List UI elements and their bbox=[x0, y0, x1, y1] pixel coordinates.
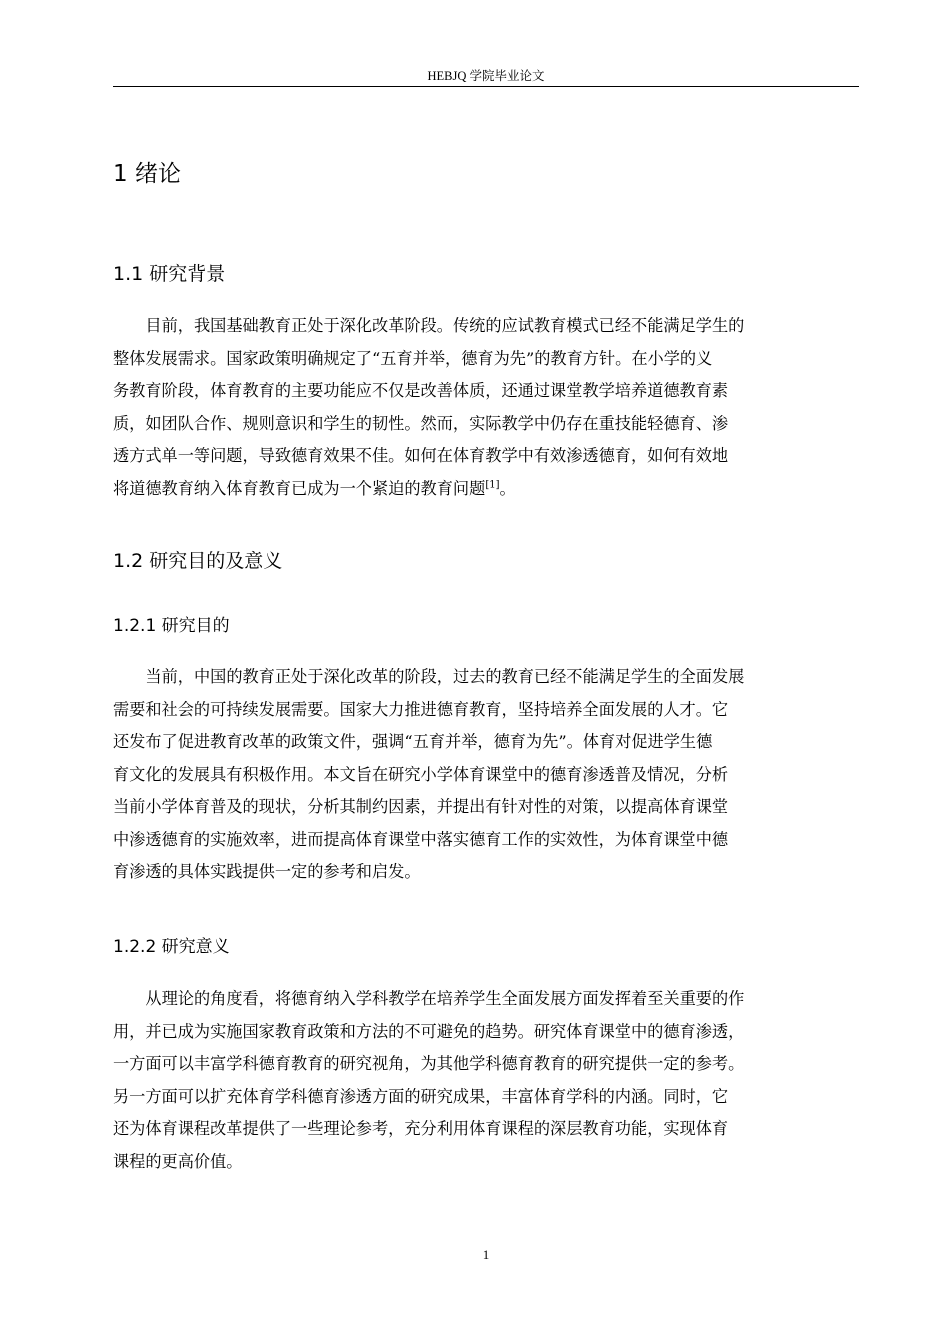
paragraph-purpose bbox=[113, 661, 859, 889]
paragraph-background bbox=[113, 310, 859, 505]
header-rule bbox=[113, 86, 859, 87]
paragraph-line: 用，并已成为实施国家教育政策和方法的不可避免的趋势。研究体育课堂中的德育渗透， bbox=[113, 1021, 745, 1041]
paragraph-line: 整体发展需求。国家政策明确规定了“五育并举，德育为先”的教育方针。在小学的义 bbox=[113, 348, 713, 368]
paragraph-line-last bbox=[113, 473, 859, 506]
section-title-purpose-significance: 1.2 研究目的及意义 bbox=[113, 550, 283, 572]
paragraph-line: 一方面可以丰富学科德育教育的研究视角，为其他学科德育教育的研究提供一定的参考。 bbox=[113, 1054, 745, 1073]
chapter-title: 1 绪论 bbox=[113, 161, 181, 187]
paragraph-line: 还发布了促进教育改革的政策文件，强调“五育并举，德育为先”。体育对促进学生德 bbox=[113, 732, 713, 751]
paragraph-line-text: 将道德教育纳入体育教育已成为一个紧迫的教育问题 bbox=[113, 478, 486, 498]
subsection-title-significance: 1.2.2 研究意义 bbox=[113, 937, 230, 957]
paragraph-line-end: 。 bbox=[499, 478, 516, 498]
section-title-background: 1.1 研究背景 bbox=[113, 263, 226, 285]
paragraph-line: 质，如团队合作、规则意识和学生的韧性。然而，实际教学中仍存在重技能轻德育、渗 bbox=[113, 413, 729, 433]
paragraph-line: 从理论的角度看，将德育纳入学科教学在培养学生全面发展方面发挥着至关重要的作 bbox=[145, 989, 745, 1008]
subsection-title-purpose: 1.2.1 研究目的 bbox=[113, 616, 230, 636]
paragraph-line: 育渗透的具体实践提供一定的参考和启发。 bbox=[113, 862, 421, 881]
paragraph-line: 育文化的发展具有积极作用。本文旨在研究小学体育课堂中的德育渗透普及情况，分析 bbox=[113, 764, 729, 784]
paragraph-line: 当前小学体育普及的现状，分析其制约因素，并提出有针对性的对策，以提高体育课堂 bbox=[113, 797, 729, 816]
paragraph-line: 课程的更高价值。 bbox=[113, 1151, 243, 1171]
paragraph-line: 中渗透德育的实施效率，进而提高体育课堂中落实德育工作的实效性，为体育课堂中德 bbox=[113, 829, 729, 849]
page-header: HEBJQ 学院毕业论文 bbox=[427, 69, 545, 83]
paragraph-line: 透方式单一等问题，导致德育效果不佳。如何在体育教学中有效渗透德育，如何有效地 bbox=[113, 446, 729, 465]
paragraph-line: 需要和社会的可持续发展需要。国家大力推进德育教育，坚持培养全面发展的人才。它 bbox=[113, 699, 729, 719]
paragraph-line: 当前，中国的教育正处于深化改革的阶段，过去的教育已经不能满足学生的全面发展 bbox=[145, 667, 745, 686]
paragraph-line: 另一方面可以扩充体育学科德育渗透方面的研究成果，丰富体育学科的内涵。同时，它 bbox=[113, 1086, 729, 1106]
citation-marker: [1] bbox=[485, 479, 500, 491]
paragraph-line: 目前，我国基础教育正处于深化改革阶段。传统的应试教育模式已经不能满足学生的 bbox=[145, 316, 745, 335]
page-number: 1 bbox=[482, 1247, 490, 1262]
paragraph-line: 务教育阶段，体育教育的主要功能应不仅是改善体质，还通过课堂教学培养道德教育素 bbox=[113, 381, 729, 400]
paragraph-significance bbox=[113, 983, 859, 1178]
paragraph-line: 还为体育课程改革提供了一些理论参考，充分利用体育课程的深层教育功能，实现体育 bbox=[113, 1119, 729, 1138]
